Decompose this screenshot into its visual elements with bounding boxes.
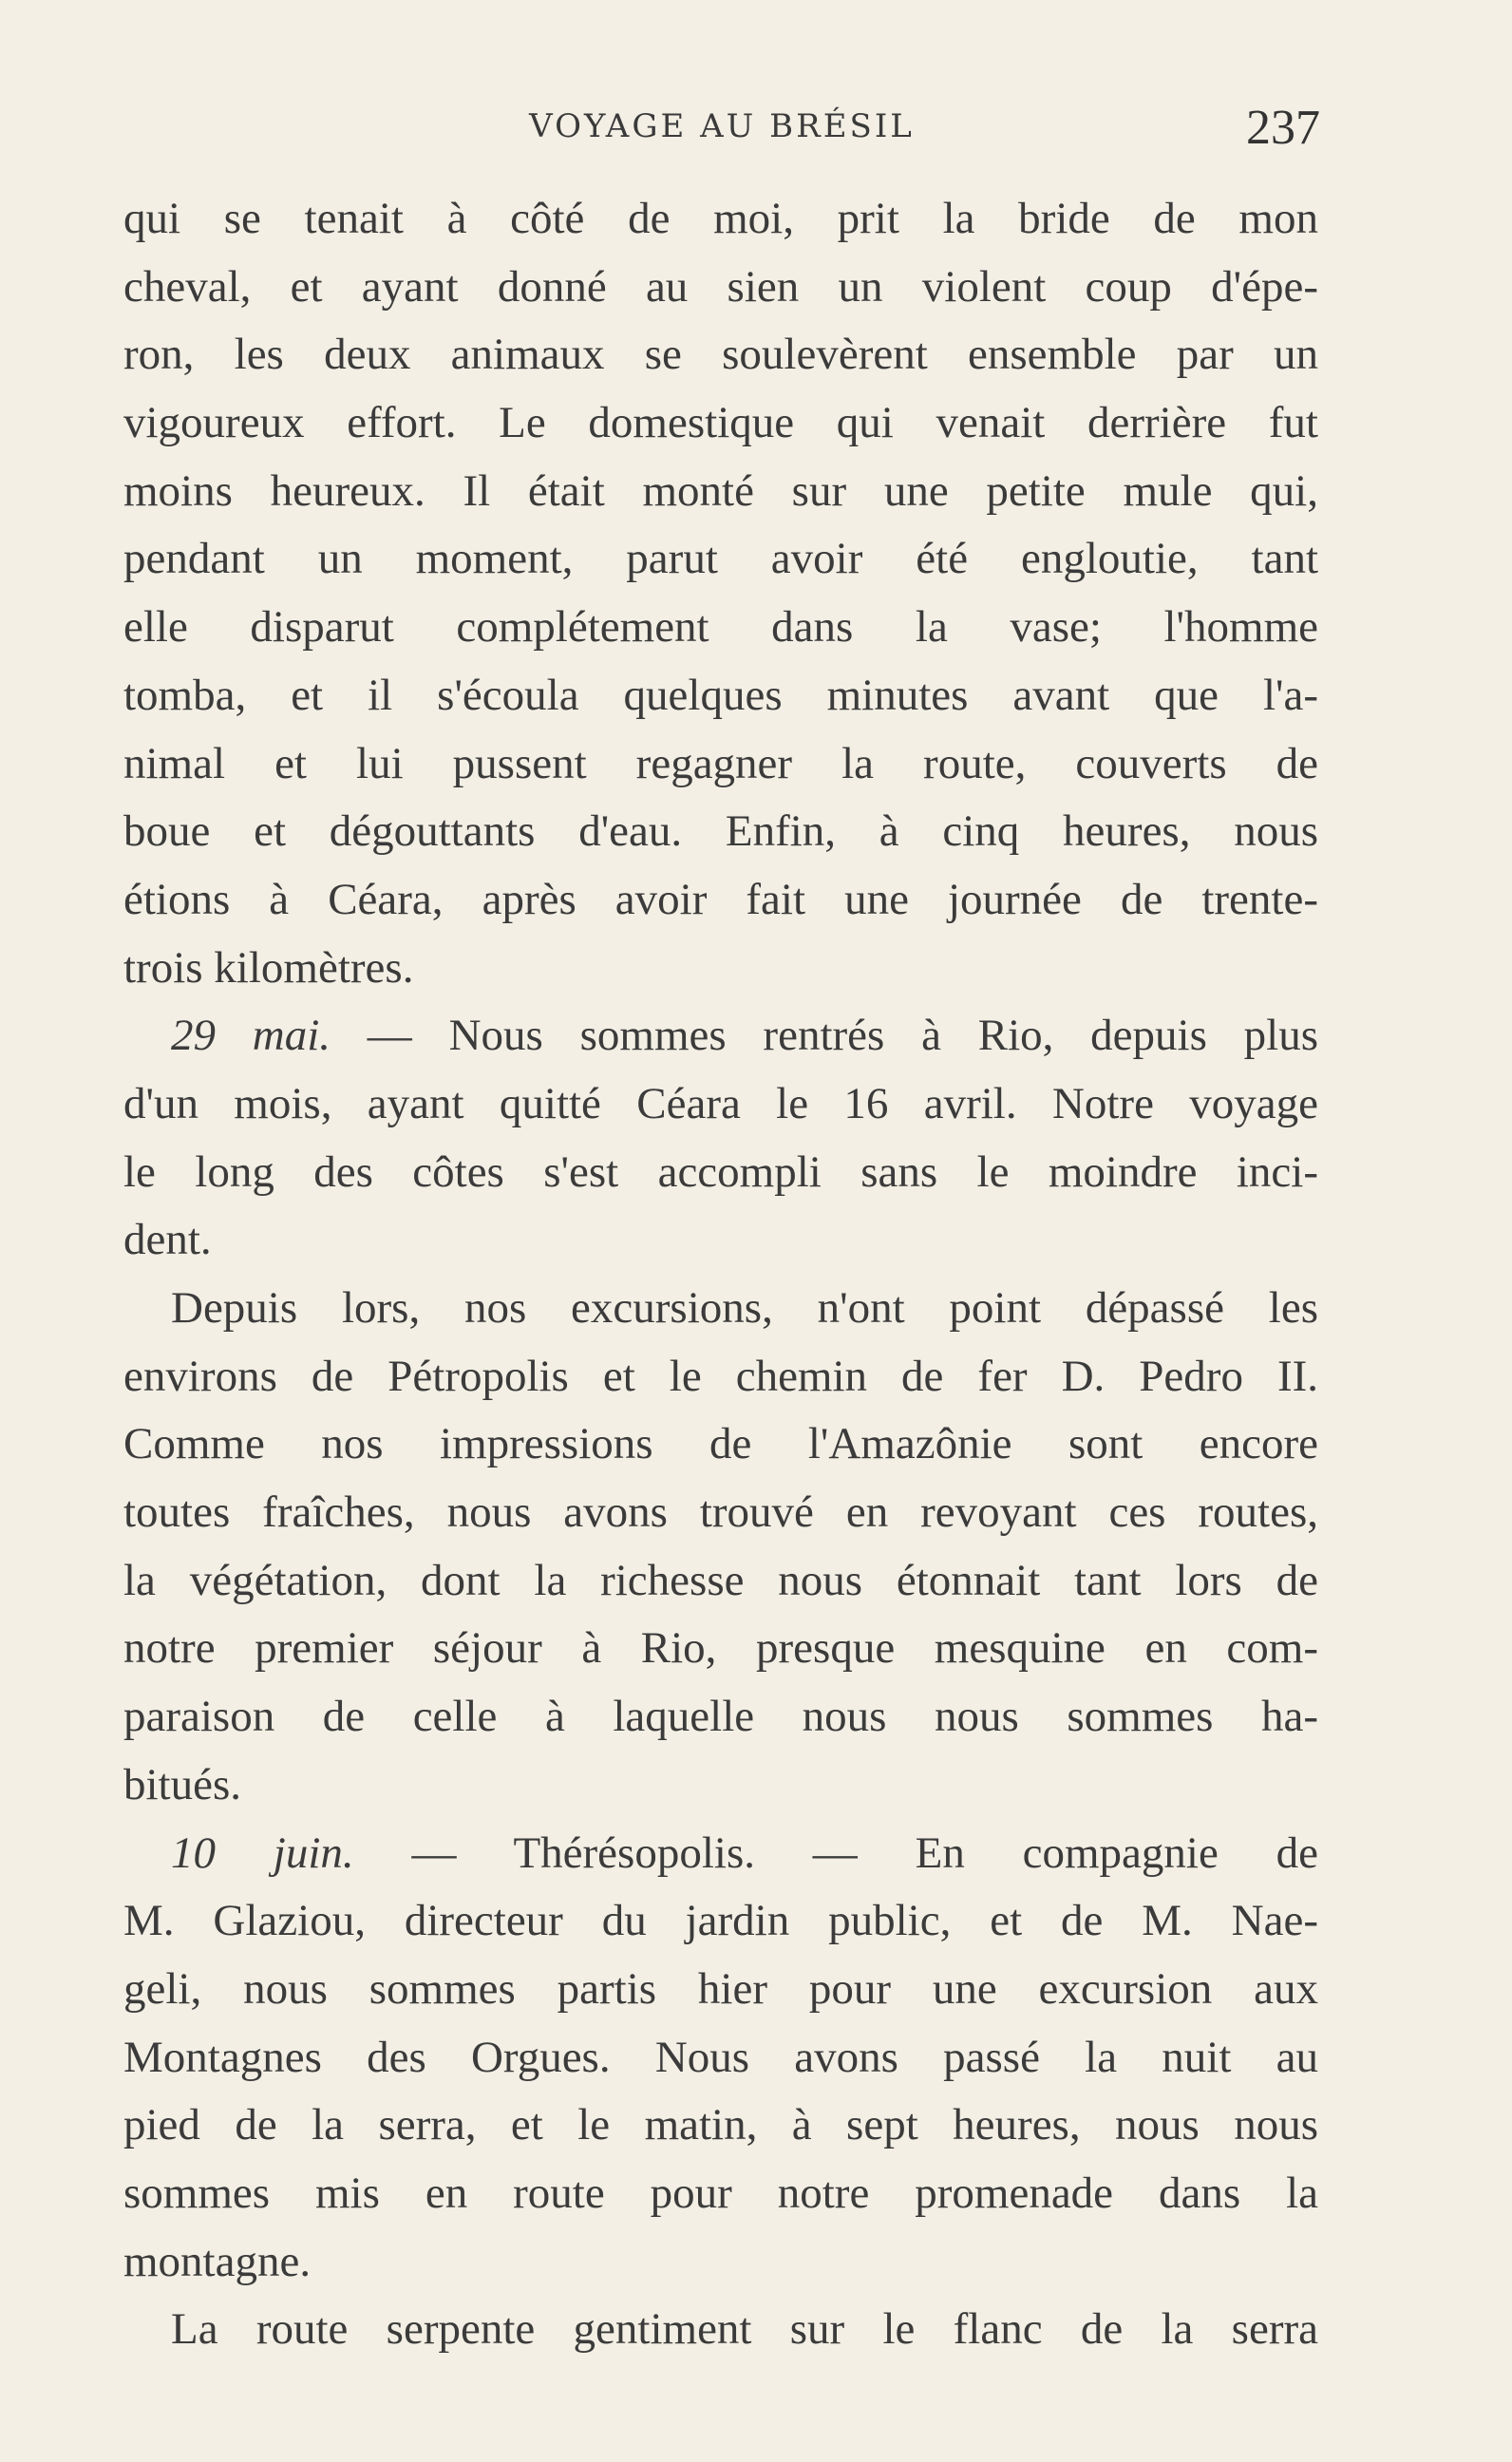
text-line: elle disparut complétement dans la vase; l'homme bbox=[123, 602, 1318, 653]
text-line: notre premier séjour à Rio, presque mesquine en com- bbox=[123, 1623, 1318, 1674]
text-line: vigoureux effort. Le domestique qui venait derrière fut bbox=[123, 398, 1318, 448]
body-text bbox=[123, 185, 1318, 2364]
text-line-rest: — Nous sommes rentrés à Rio, depuis plus bbox=[331, 1011, 1318, 1061]
text-line: montagne. bbox=[123, 2236, 312, 2286]
text-line: la végétation, dont la richesse nous étonnait tant lors de bbox=[123, 1555, 1318, 1605]
text-line: dent. bbox=[123, 1215, 212, 1265]
text-line: qui se tenait à côté de moi, prit la bride de mon bbox=[123, 194, 1318, 243]
text-line: paraison de celle à laquelle nous nous sommes ha- bbox=[123, 1692, 1318, 1742]
text-line: nimal et lui pussent regagner la route, couverts de bbox=[123, 738, 1318, 788]
text-line: tomba, et il s'écoula quelques minutes avant que l'a- bbox=[123, 670, 1318, 720]
text-line bbox=[123, 1002, 1318, 1070]
text-line: La route serpente gentiment sur le flanc de la serra bbox=[171, 2304, 1318, 2355]
running-title: VOYAGE AU BRÉSIL bbox=[529, 107, 915, 145]
text-line: d'un mois, ayant quitté Céara le 16 avril. Notre voyage bbox=[123, 1078, 1318, 1128]
text-line: ron, les deux animaux se soulevèrent ensemble par un bbox=[123, 330, 1318, 380]
text-line: pied de la serra, et le matin, à sept heures, nous nous bbox=[123, 2100, 1318, 2150]
text-line: bitués. bbox=[123, 1759, 242, 1809]
page-header bbox=[123, 100, 1320, 157]
text-line: moins heureux. Il était monté sur une petite mule qui, bbox=[123, 465, 1318, 516]
text-line: Depuis lors, nos excursions, n'ont point dépassé les bbox=[171, 1283, 1318, 1333]
entry-date: 10 juin. bbox=[171, 1828, 354, 1878]
page-number: 237 bbox=[1246, 101, 1320, 155]
text-line: M. Glaziou, directeur du jardin public, et de M. Nae- bbox=[123, 1896, 1318, 1946]
text-line: étions à Céara, après avoir fait une journée de trente- bbox=[123, 874, 1318, 924]
text-line: cheval, et ayant donné au sien un violent coup d'épe- bbox=[123, 261, 1318, 312]
text-line: Comme nos impressions de l'Amazônie sont encore bbox=[123, 1419, 1318, 1469]
text-line: trois kilomètres. bbox=[123, 942, 414, 993]
entry-date: 29 mai. bbox=[171, 1011, 331, 1061]
text-line: geli, nous sommes partis hier pour une excursion aux bbox=[123, 1963, 1318, 2014]
text-line: environs de Pétropolis et le chemin de fer D. Pedro II. bbox=[123, 1351, 1318, 1401]
text-line: boue et dégouttants d'eau. Enfin, à cinq heures, nous bbox=[123, 806, 1318, 857]
text-line: sommes mis en route pour notre promenade dans la bbox=[123, 2168, 1318, 2218]
text-line-rest: — Thérésopolis. — En compagnie de bbox=[353, 1828, 1318, 1878]
text-line: le long des côtes s'est accompli sans le moindre inci- bbox=[123, 1146, 1318, 1197]
text-line: Montagnes des Orgues. Nous avons passé la nuit au bbox=[123, 2032, 1318, 2082]
text-line bbox=[123, 1820, 1318, 1888]
text-line: toutes fraîches, nous avons trouvé en revoyant ces routes, bbox=[123, 1487, 1318, 1538]
text-line: pendant un moment, parut avoir été engloutie, tant bbox=[123, 534, 1318, 584]
